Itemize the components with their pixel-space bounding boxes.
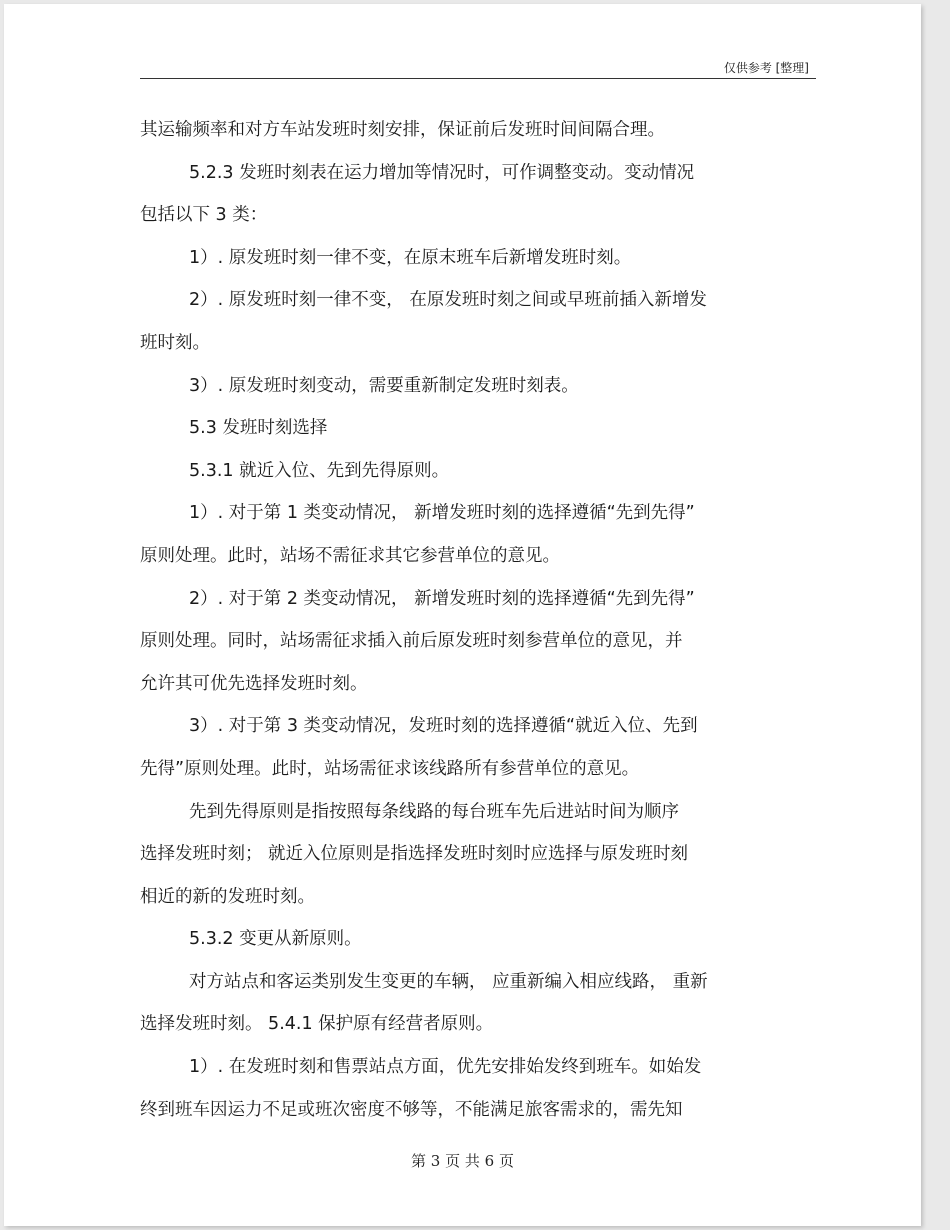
text-line-21: 对方站点和客运类别发生变更的车辆， 应重新编入相应线路， 重新 — [189, 971, 708, 992]
header-note: 仅供参考 [整理] — [723, 61, 809, 75]
text-line-23: 1）. 在发班时刻和售票站点方面，优先安排始发终到班车。如始发 — [189, 1057, 702, 1078]
text-line-10: 1）. 对于第 1 类变动情况， 新增发班时刻的选择遵循“先到先得” — [189, 503, 695, 524]
text-line-16: 先得”原则处理。此时，站场需征求该线路所有参营单位的意见。 — [140, 758, 640, 779]
page-number-footer: 第 3 页 共 6 页 — [411, 1152, 514, 1170]
text-line-11: 原则处理。此时，站场不需征求其它参营单位的意见。 — [140, 545, 560, 566]
text-line-13: 原则处理。同时，站场需征求插入前后原发班时刻参营单位的意见，并 — [140, 631, 683, 652]
text-line-12: 2）. 对于第 2 类变动情况， 新增发班时刻的选择遵循“先到先得” — [189, 588, 695, 609]
text-line-6: 班时刻。 — [140, 332, 210, 353]
text-line-15: 3）. 对于第 3 类变动情况，发班时刻的选择遵循“就近入位、先到 — [189, 716, 698, 737]
text-line-4: 1）. 原发班时刻一律不变，在原末班车后新增发班时刻。 — [189, 247, 632, 268]
text-line-7: 3）. 原发班时刻变动，需要重新制定发班时刻表。 — [189, 375, 579, 396]
header-divider — [140, 78, 816, 79]
text-line-19: 相近的新的发班时刻。 — [140, 886, 315, 907]
document-body — [140, 112, 820, 1134]
text-line-1: 其运输频率和对方车站发班时刻安排，保证前后发班时间间隔合理。 — [140, 120, 665, 140]
text-line-17: 先到先得原则是指按照每条线路的每台班车先后进站时间为顺序 — [189, 801, 679, 822]
text-line-14: 允许其可优先选择发班时刻。 — [140, 673, 368, 694]
text-line-22: 选择发班时刻。 5.4.1 保护原有经营者原则。 — [140, 1014, 494, 1035]
text-line-2: 5.2.3 发班时刻表在运力增加等情况时，可作调整变动。变动情况 — [189, 162, 695, 183]
text-line-18: 选择发班时刻； 就近入位原则是指选择发班时刻时应选择与原发班时刻 — [140, 844, 689, 865]
section-heading-5-3: 5.3 发班时刻选择 — [189, 418, 328, 439]
document-page — [4, 4, 921, 1226]
text-line-3: 包括以下 3 类： — [140, 205, 268, 226]
subsection-heading-5-3-1: 5.3.1 就近入位、先到先得原则。 — [189, 460, 450, 481]
text-line-5: 2）. 原发班时刻一律不变， 在原发班时刻之间或早班前插入新增发 — [189, 290, 707, 311]
subsection-heading-5-3-2: 5.3.2 变更从新原则。 — [189, 929, 362, 950]
text-line-24: 终到班车因运力不足或班次密度不够等，不能满足旅客需求的，需先知 — [140, 1099, 683, 1120]
